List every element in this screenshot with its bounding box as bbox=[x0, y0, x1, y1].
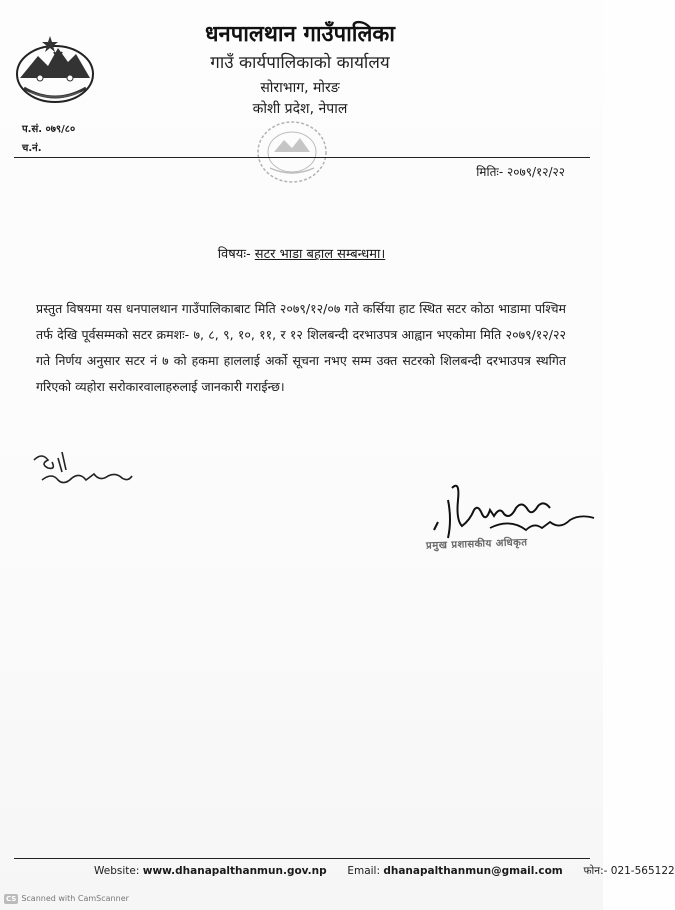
phone-number: 021-565122 bbox=[610, 865, 675, 877]
address-line-1: सोराभाग, मोरङ bbox=[260, 80, 340, 96]
nepal-emblem-logo bbox=[10, 28, 100, 108]
camscanner-watermark bbox=[4, 894, 129, 904]
camscanner-logo-icon: CS bbox=[6, 895, 17, 903]
officer-designation-stamp: प्रमुख प्रशासकीय अधिकृत bbox=[425, 537, 528, 552]
initial-scribble bbox=[28, 446, 138, 496]
website-label: Website: bbox=[94, 865, 140, 877]
dispatch-number: च.नं. bbox=[22, 143, 42, 154]
footer-divider bbox=[14, 858, 590, 859]
website-link[interactable]: www.dhanapalthanmun.gov.np bbox=[142, 865, 327, 877]
header-divider bbox=[14, 157, 590, 158]
office-title: धनपालथान गाउँपालिका bbox=[204, 21, 396, 47]
phone-label: फोन:- bbox=[583, 865, 608, 877]
subject-line bbox=[0, 244, 603, 262]
letter-date: मितिः- २०७९/१२/२२ bbox=[476, 165, 565, 179]
address-line-2: कोशी प्रदेश, नेपाल bbox=[252, 101, 348, 117]
footer-contact bbox=[94, 864, 675, 878]
letter-body: प्रस्तुत विषयमा यस धनपालथान गाउँपालिकाबाट मिति २०७९/१२/०७ गते कर्सिया हाट स्थित सटर कोठा भाडामा पश्चिम तर्फ देखि पूर्वसम्मको सटर क्रमशः- ७, ८, ९, १०, ११, र १२ शिलबन्दी दरभाउपत्र आह्वान भएकोमा मिति २०७९/१२/२२ गते निर्णय अनुसार सटर नं ७ को हकमा हाललाई अर्को सूचना नभए सम्म उक्त सटरको शिलबन्दी दरभाउपत्र स्थगित गरिएको व्यहोरा सरोकारवालाहरुलाई जानकारी गराईन्छ। bbox=[36, 301, 566, 394]
office-subtitle: गाउँ कार्यपालिकाको कार्यालय bbox=[210, 53, 390, 73]
officer-signature bbox=[430, 470, 600, 580]
subject-text: सटर भाडा बहाल सम्बन्धमा। bbox=[254, 247, 386, 262]
reference-number: प.सं. ०७९/८० bbox=[22, 124, 76, 135]
subject-label: विषयः- bbox=[217, 247, 251, 262]
office-seal-stamp bbox=[240, 112, 350, 192]
email-label: Email: bbox=[347, 865, 380, 877]
watermark-text: Scanned with CamScanner bbox=[21, 894, 129, 903]
email-link[interactable]: dhanapalthanmun@gmail.com bbox=[383, 865, 563, 877]
